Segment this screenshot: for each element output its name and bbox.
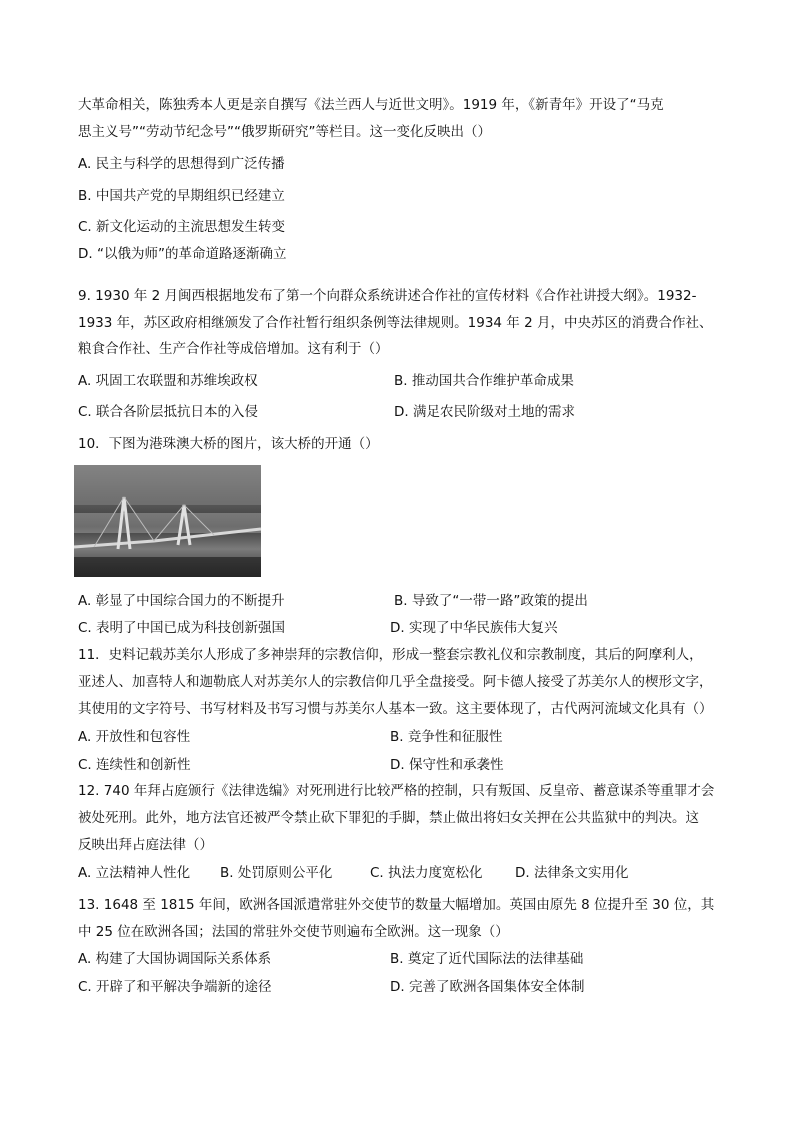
question-text-line: 其使用的文字符号、书写材料及书写习惯与苏美尔人基本一致。这主要体现了，古代两河流域文化具有（） (78, 701, 713, 717)
option-b: B. 推动国共合作维护革命成果 (394, 373, 574, 389)
option-a: A. 立法精神人性化 (78, 865, 191, 881)
option-c: C. 连续性和创新性 (78, 757, 191, 773)
option-d: D. 法律条文实用化 (515, 865, 629, 881)
option-a: A. 民主与科学的思想得到广泛传播 (78, 156, 285, 172)
bridge-photo (74, 465, 261, 577)
option-b: B. 中国共产党的早期组织已经建立 (78, 188, 285, 204)
option-a: A. 巩固工农联盟和苏维埃政权 (78, 373, 258, 389)
option-c: C. 联合各阶层抵抗日本的入侵 (78, 404, 259, 420)
option-b: B. 处罚原则公平化 (220, 865, 333, 881)
question-text-line: 思主义号”“劳动节纪念号”“俄罗斯研究”等栏目。这一变化反映出（） (78, 124, 491, 140)
option-d: D. 满足农民阶级对土地的需求 (394, 404, 575, 420)
question-text-line: 被处死刑。此外，地方法官还被严令禁止砍下罪犯的手脚，禁止做出将妇女关押在公共监狱中的判决。这 (78, 810, 699, 826)
option-a: A. 开放性和包容性 (78, 729, 191, 745)
option-a: A. 彰显了中国综合国力的不断提升 (78, 593, 285, 609)
question-text-line: 12. 740 年拜占庭颁行《法律选编》对死刑进行比较严格的控制，只有叛国、反皇帝、蓄意谋杀等重罪才会 (78, 783, 715, 799)
question-text-line: 中 25 位在欧洲各国；法国的常驻外交使节则遍布全欧洲。这一现象（） (78, 924, 509, 940)
option-b: B. 竞争性和征服性 (390, 729, 503, 745)
option-a: A. 构建了大国协调国际关系体系 (78, 951, 272, 967)
option-c: C. 执法力度宽松化 (370, 865, 483, 881)
question-text-line: 13. 1648 至 1815 年间，欧洲各国派遣常驻外交使节的数量大幅增加。英国由原先 8 位提升至 30 位，其 (78, 897, 715, 913)
option-c: C. 新文化运动的主流思想发生转变 (78, 219, 286, 235)
option-b: B. 导致了“一带一路”政策的提出 (394, 593, 588, 609)
question-text-line: 亚述人、加喜特人和迦勒底人对苏美尔人的宗教信仰几乎全盘接受。阿卡德人接受了苏美尔人的楔形文字， (78, 674, 713, 690)
question-text-line: 大革命相关，陈独秀本人更是亲自撰写《法兰西人与近世文明》。1919 年，《新青年》开设了“马克 (78, 97, 664, 113)
option-d: D. 实现了中华民族伟大复兴 (390, 620, 558, 636)
question-text-line: 9. 1930 年 2 月闽西根据地发布了第一个向群众系统讲述合作社的宣传材料《合作社讲授大纲》。1932- (78, 288, 697, 304)
question-text-line: 粮食合作社、生产合作社等成倍增加。这有利于（） (78, 341, 389, 357)
option-c: C. 开辟了和平解决争端新的途径 (78, 979, 272, 995)
question-text-line: 10．下图为港珠澳大桥的图片，该大桥的开通（） (78, 436, 379, 452)
option-c: C. 表明了中国已成为科技创新强国 (78, 620, 286, 636)
question-text-line: 1933 年，苏区政府相继颁发了合作社暂行组织条例等法律规则。1934 年 2 月，中央苏区的消费合作社、 (78, 315, 713, 331)
option-d: D. “以俄为师”的革命道路逐渐确立 (78, 246, 287, 262)
question-text-line: 11．史料记载苏美尔人形成了多神崇拜的宗教信仰，形成一整套宗教礼仪和宗教制度，其后的阿摩利人， (78, 647, 703, 663)
option-d: D. 完善了欧洲各国集体安全体制 (390, 979, 585, 995)
option-d: D. 保守性和承袭性 (390, 757, 504, 773)
question-text-line: 反映出拜占庭法律（） (78, 837, 213, 853)
option-b: B. 奠定了近代国际法的法律基础 (390, 951, 584, 967)
